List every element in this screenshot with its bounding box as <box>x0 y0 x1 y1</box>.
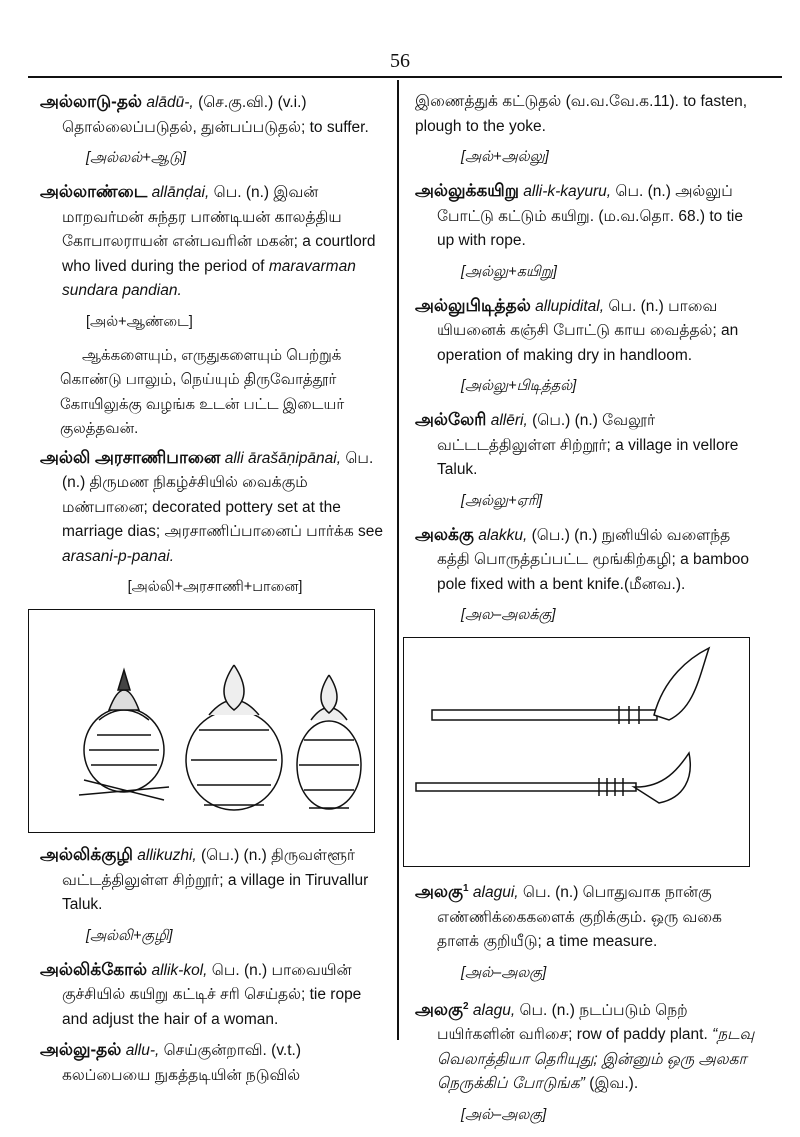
etymology: [அல்+ஆண்டை] <box>86 313 193 330</box>
entry-continuation: இணைத்துக் கட்டுதல் (வ.வ.வே.க.11). to fasten, plough to the yoke. <box>415 93 748 135</box>
definition: பெ. (n.) அல்லுப் போட்டு கட்டும் கயிறு. (ம.வ.தொ. 68.) to tie up with rope. <box>437 183 743 249</box>
etymology: [அல்லி+குழி] <box>86 927 173 944</box>
definition: (செ.கு.வி.) (v.i.) தொல்லைப்படுதல், துன்பப்படுதல்; to suffer. <box>62 94 369 136</box>
homonym-number: 2 <box>463 1000 469 1012</box>
transliteration: alādū-, <box>146 94 194 111</box>
headword: அல்லிக்கோல் <box>40 959 148 979</box>
definition: பெ. (n.) பாவை யியனைக் கஞ்சி போட்டு காய வைத்தல்; an operation of making dry in handloom. <box>437 297 739 364</box>
entry-allu <box>40 1038 390 1088</box>
transliteration: alakku, <box>478 526 528 544</box>
entry-allandai <box>40 180 390 304</box>
definition: (பெ.) (n.) நுனியில் வளைந்த கத்தி பொருத்தப்பட்ட மூங்கிற்கழி; a bamboo pole fixed with a bent knife.(மீனவ.). <box>437 526 750 593</box>
etymology: [அல்லு+கயிறு] <box>461 263 557 280</box>
transliteration: allu-, <box>125 1042 160 1059</box>
transliteration: alagui, <box>472 884 519 902</box>
definition: (பெ.) (n.) திருவள்ளூர் வட்டத்திலுள்ள சிற்றூர்; a village in Tiruvallur Taluk. <box>62 847 369 913</box>
column-divider <box>397 80 399 1040</box>
entry-alagu-1 <box>415 877 760 955</box>
example-quote: “நடவு வெலாத்தியா தெரியுது; இன்னும் ஒரு அலகா நெருக்கிப் போடுங்க” <box>437 1026 755 1093</box>
bamboo-pole-illustration <box>403 637 750 867</box>
entry-alakku <box>415 523 760 598</box>
entry-allik-kol <box>40 958 390 1033</box>
headword: அல்லிக்குழி <box>40 845 133 864</box>
left-column <box>40 90 390 1088</box>
definition: (பெ.) (n.) வேலூர் வட்டடத்திலுள்ள சிற்றூர்; a village in vellore Taluk. <box>437 412 739 478</box>
entry-alli-arasanipanai <box>40 446 390 570</box>
headword: அல்லாண்டை <box>40 182 148 201</box>
bamboo-pole-knife-image <box>404 638 749 866</box>
page-number: 56 <box>390 50 410 72</box>
transliteration: allikuzhi, <box>137 847 197 864</box>
headword: அல்லி அரசாணிபானை <box>40 447 221 467</box>
example-source: (இவ.). <box>589 1075 639 1093</box>
transliteration: allānḍai, <box>151 184 210 201</box>
headword: அலக்கு <box>415 524 474 544</box>
entry-allikuzhi <box>40 843 390 918</box>
transliteration: allik-kol, <box>151 961 208 979</box>
entry-allupidithal <box>415 294 760 369</box>
entry-alagu-2 <box>415 995 760 1097</box>
transliteration: alli-k-kayuru, <box>523 183 612 200</box>
definition-italic: arasani-p-panai. <box>62 547 175 565</box>
header-rule <box>28 76 782 78</box>
etymology: [அல்லல்+ஆடு] <box>86 150 187 166</box>
decorated-pots-image <box>29 610 374 832</box>
etymology: [அல்–அலகு] <box>461 964 547 981</box>
transliteration: allēri, <box>490 412 528 429</box>
etymology: [அல்லு+பிடித்தல்] <box>461 378 577 394</box>
entry-allukkayiru <box>415 179 760 254</box>
entry-alleri <box>415 408 760 483</box>
headword: அல்லுபிடித்தல் <box>415 295 531 315</box>
definition: பெ. (n.) நடப்படும் நெற் பயிர்களின் வரிசை; row of paddy plant. <box>437 1001 708 1044</box>
homonym-number: 1 <box>463 883 469 894</box>
etymology: [அல்–அலகு] <box>461 1106 547 1123</box>
etymology: [அல்லு+ஏரி] <box>461 492 543 509</box>
headword: அலகு <box>415 882 464 902</box>
definition: பெ. (n.) பாவையின் குச்சியில் கயிறு கட்டிச் சரி செய்தல்; tie rope and adjust the hair of a woman. <box>62 961 362 1028</box>
etymology: [அல–அலக்கு] <box>461 607 556 623</box>
headword: அல்லாடு-தல் <box>40 92 143 111</box>
headword: அல்லுக்கயிறு <box>415 181 519 200</box>
headword: அல்லு-தல் <box>40 1040 122 1059</box>
etymology: [அல்லி+அரசாணி+பானை] <box>127 579 303 595</box>
right-column <box>415 90 760 1137</box>
definition: பெ. (n.) பொதுவாக நான்கு எண்ணிக்கைகளைக் குறிக்கும். ஒரு வகை தாளக் குறியீடு; a time measure. <box>437 884 722 951</box>
usage-note: ஆக்களையும், எருதுகளையும் பெற்றுக் கொண்டு பாலும், நெய்யும் திருவோத்தூர் கோயிலுக்கு வழங்க உடன் பட்ட இடையர் குலத்தவன். <box>60 346 345 437</box>
etymology: [அல்+அல்லு] <box>461 149 549 165</box>
headword: அல்லேரி <box>415 410 487 429</box>
transliteration: alli ārašāṇipānai, <box>224 449 342 467</box>
transliteration: allupidital, <box>535 297 605 315</box>
definition-italic: maravarman sundara pandian. <box>62 257 356 299</box>
entry-alladu <box>40 90 390 140</box>
pottery-illustration <box>28 609 375 833</box>
definition: செய்குன்றாவி. (v.t.) கலப்பையை நுகத்தடியின் நடுவில் <box>62 1042 301 1084</box>
headword: அலகு <box>415 999 464 1019</box>
definition: பெ. (n.) இவன் மாறவர்மன் சுந்தர பாண்டியன் காலத்திய கோபாலராயன் என்பவரின் மகன்; a courtlord who lived during the period of <box>62 184 376 275</box>
definition: பெ. (n.) திருமண நிகழ்ச்சியில் வைக்கும் மண்பானை; decorated pottery set at the marriage dias; அரசாணிப்பானைப் பார்க்க see <box>62 449 384 540</box>
transliteration: alagu, <box>472 1001 516 1019</box>
